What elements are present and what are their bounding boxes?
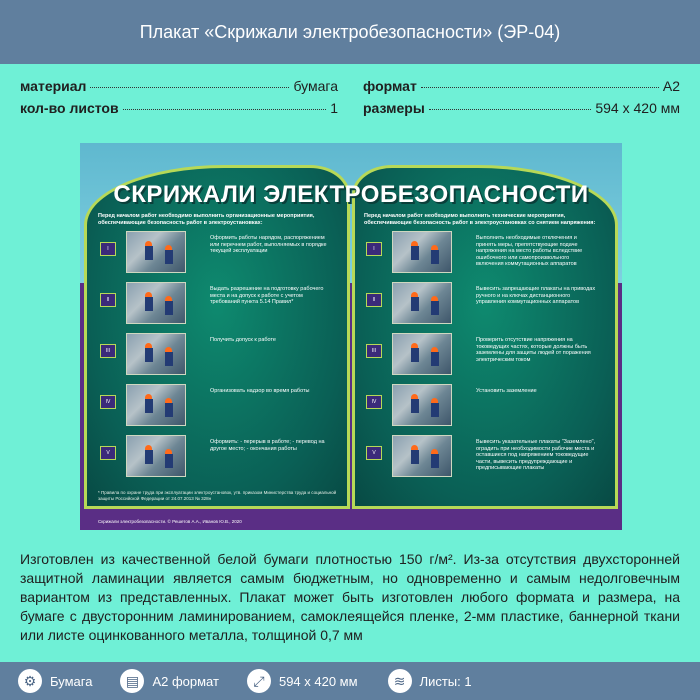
step-photo [392,435,452,477]
dotted-leader [123,109,327,110]
dotted-leader [429,109,592,110]
feature-label: Бумага [50,673,93,689]
worker-figure [145,399,153,413]
dotted-leader [90,87,289,88]
step-photo [126,231,186,273]
poster-step [100,231,340,275]
poster-credits: Скрижали электробезопасности. © Решетов А.А., Иванов Ю.В., 2020 [98,519,242,524]
poster-step [366,282,606,326]
worker-figure [145,246,153,260]
worker-figure [431,250,439,264]
step-text: Оформить: - перерыв в работе; - перевод на другое место; - окончания работы [210,439,325,452]
step-text: Вывесить указательные плакаты "Заземлено", оградить при необходимости рабочие места и оставшиеся под напряжением токоведущие части, вывесить предупреждающие и предписывающие плакаты [476,439,596,471]
worker-figure [411,297,419,311]
poster-step [100,384,340,428]
step-text: Вывесить запрещающие плакаты на приводах ручного и на ключах дистанционного управления коммутационных аппаратов [476,286,596,305]
step-photo [392,282,452,324]
step-text: Оформить работы нарядом, распоряжением или перечнем работ, выполняемых в порядке текущей эксплуатации [210,235,327,254]
poster-step [366,384,606,428]
step-text: Организовать надзор во время работы [210,388,310,394]
worker-figure [411,246,419,260]
product-description: Изготовлен из качественной белой бумаги плотностью 150 г/м². Из-за отсутствия двухсторонней защитной ламинации является самым бюджетным, но одновременно и самым недолговечным вариантом из представленных. Плакат может быть изготовлен любого формата и размера, на бумаге с двусторонним ламинированием, самоклеящейся пленке, 2-мм пластике, баннерной ткани или листе оцинкованного металла, толщиной 0,7 мм [20,551,680,643]
feature-format [120,669,219,693]
worker-figure [165,250,173,264]
feature-size [247,669,358,693]
step-text: Получить допуск к работе [210,337,276,343]
step-number: I [100,242,116,256]
worker-figure [165,301,173,315]
step-photo [126,282,186,324]
worker-figure [431,454,439,468]
worker-figure [411,450,419,464]
step-number: II [100,293,116,307]
spec-value: 594 х 420 мм [595,100,680,116]
step-number: IV [100,395,116,409]
worker-figure [145,297,153,311]
step-text: Установить заземление [476,388,537,394]
spec-label: формат [363,78,417,94]
worker-figure [431,403,439,417]
worker-figure [431,352,439,366]
step-photo [126,333,186,375]
page-title: Плакат «Скрижали электробезопасности» (ЭР-04) [139,21,561,42]
spec-value: A2 [662,78,680,94]
step-photo [126,384,186,426]
step-photo [126,435,186,477]
spec-label: кол-во листов [20,100,119,116]
feature-label: А2 формат [152,673,219,689]
worker-figure [145,450,153,464]
feature-material [18,669,92,693]
step-text: Выполнить необходимые отключения и принять меры, препятствующие подаче напряжения на место работы вследствие ошибочного или самопроизвольного включения коммутационных аппаратов [476,235,583,267]
poster-step [366,435,606,479]
poster-title: СКРИЖАЛИ ЭЛЕКТРОБЕЗОПАСНОСТИ [113,181,589,208]
layers-icon: ≋ [388,669,412,693]
step-number: III [366,344,382,358]
feature-bar [0,662,700,700]
worker-figure [165,403,173,417]
step-number: II [366,293,382,307]
step-number: I [366,242,382,256]
left-intro: Перед началом работ необходимо выполнить организационные мероприятия, обеспечивающие безопасность работ в электроустановках: [98,213,315,226]
step-number: V [100,446,116,460]
worker-figure [431,301,439,315]
feature-label: Листы: 1 [419,673,472,689]
step-photo [392,231,452,273]
poster-image[interactable] [80,143,622,530]
spec-value: бумага [293,78,338,94]
specs-table [20,78,680,124]
step-photo [392,333,452,375]
worker-figure [411,348,419,362]
poster-footnote: * Правила по охране труда при эксплуатации электроустановок, утв. приказом Министерства труда и социальной защиты Российской Федерации от 24.07.2013 № 328н [98,490,337,501]
step-number: V [366,446,382,460]
poster-step [366,333,606,377]
step-text: Проверить отсутствие напряжения на токоведущих частях, которые должны быть заземлены для защиты людей от поражения электрическим током [476,337,591,363]
spec-sheets [20,100,338,120]
page-title-bar [0,0,700,64]
worker-figure [165,352,173,366]
worker-figure [145,348,153,362]
step-number: III [100,344,116,358]
right-intro: Перед началом работ необходимо выполнить технические мероприятия, обеспечивающие безопасность работ в электроустановках со снятием напряжения: [364,213,596,226]
poster-step [366,231,606,275]
spec-material [20,78,338,98]
step-photo [392,384,452,426]
step-number: IV [366,395,382,409]
feature-sheets [388,669,472,693]
spec-format [363,78,680,98]
dotted-leader [421,87,659,88]
spec-value: 1 [330,100,338,116]
document-icon: ▤ [120,669,144,693]
expand-icon: ⤢ [247,669,271,693]
poster-step [100,282,340,326]
spec-label: материал [20,78,87,94]
spec-size [363,100,680,120]
worker-figure [165,454,173,468]
spec-label: размеры [363,100,425,116]
feature-label: 594 х 420 мм [278,673,358,689]
worker-figure [411,399,419,413]
poster-step [100,333,340,377]
gear-icon: ⚙ [18,669,42,693]
step-text: Выдать разрешение на подготовку рабочего места и на допуск к работе с учетом требований пункта 5.14 Правил* [210,286,324,305]
poster-step [100,435,340,479]
